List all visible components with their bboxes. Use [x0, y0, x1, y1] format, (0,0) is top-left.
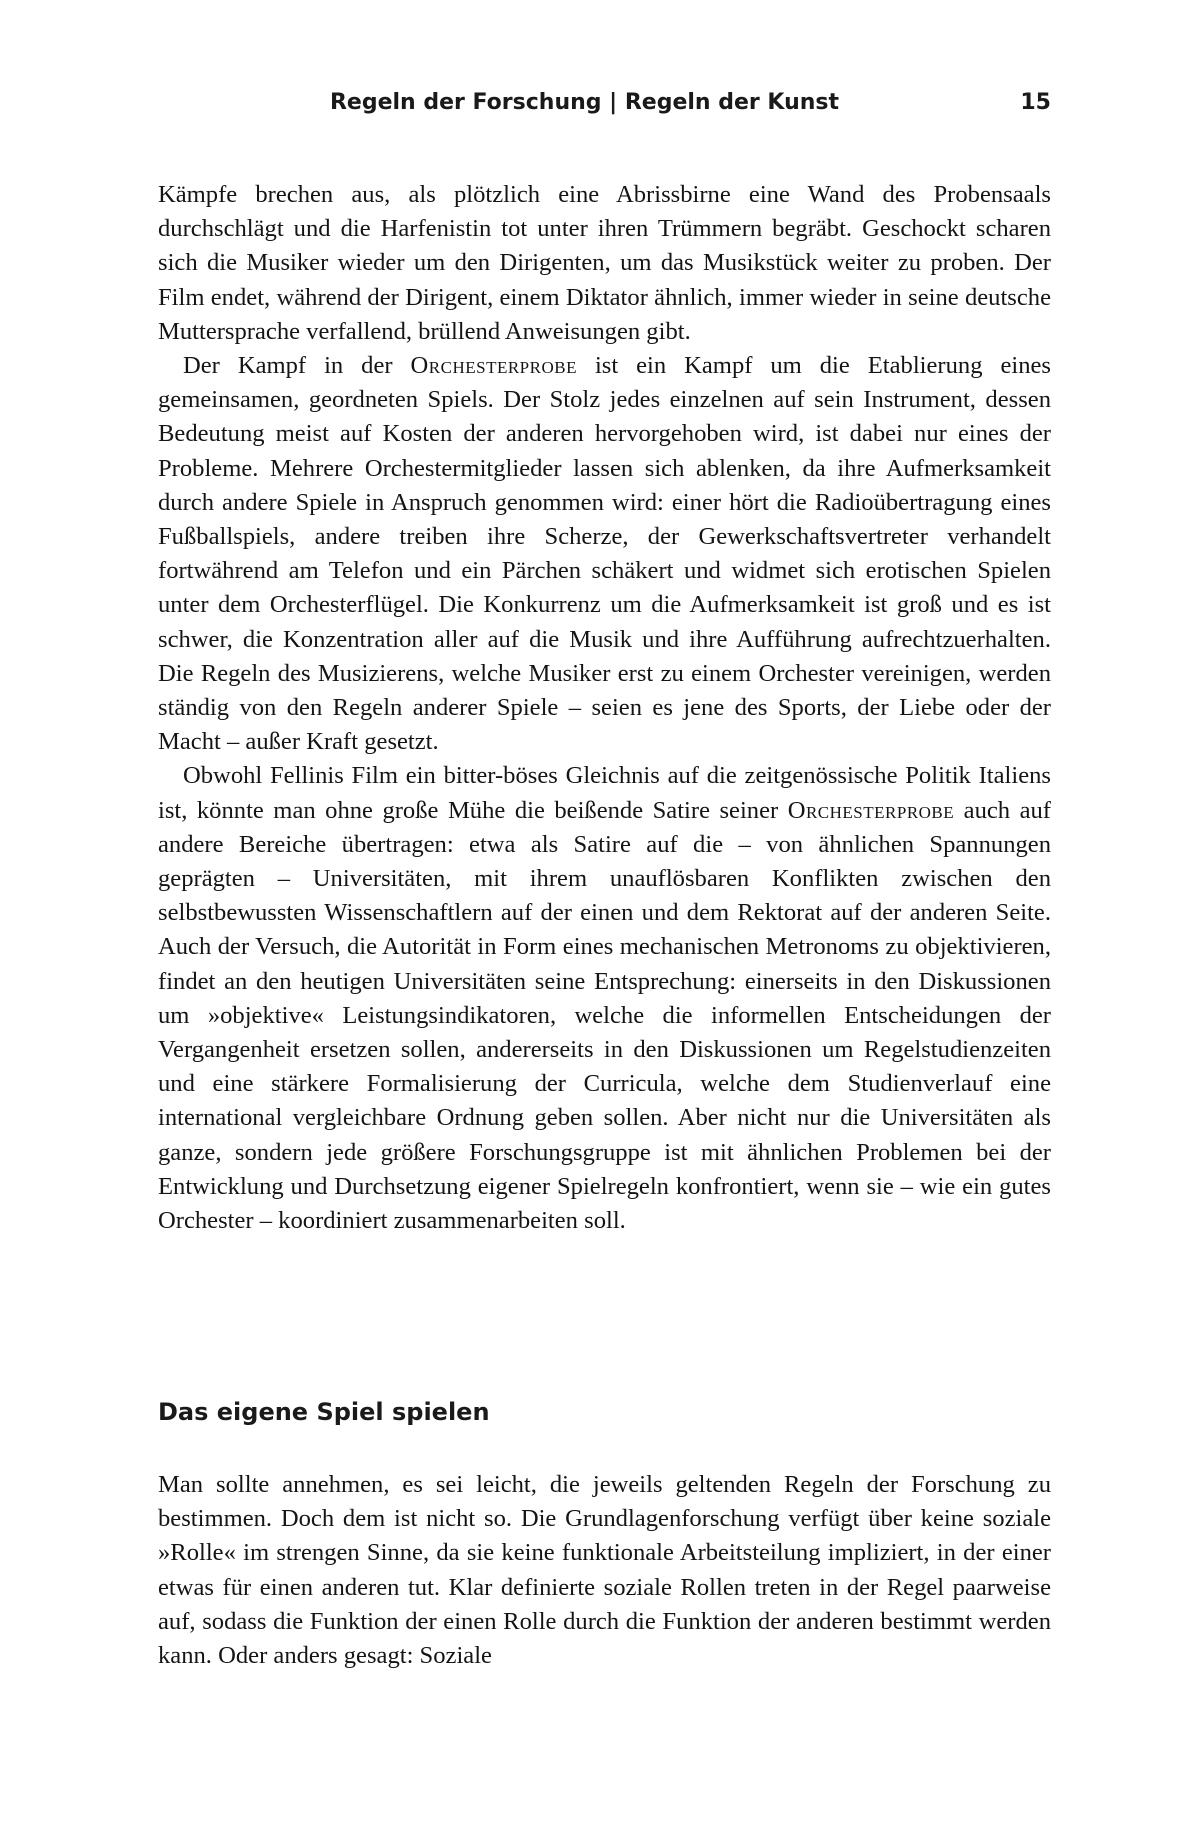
film-title-orchesterprobe: Orchesterprobe — [410, 352, 577, 380]
running-header-title: Regeln der Forschung | Regeln der Kunst — [329, 90, 840, 115]
paragraph-3-part-1: Obwohl Fellinis Film ein bitter-böses Gleichnis auf die zeitgenössische Politik Italiens ist, könnte man ohne große Mühe die beißende Satire seiner — [158, 762, 1051, 824]
paragraph-2-part-1: Der Kampf in der — [183, 352, 411, 380]
section-paragraph: Man sollte annehmen, es sei leicht, die jeweils geltenden Regeln der Forschung zu bestimmen. Doch dem ist nicht so. Die Grundlagenforschung verfügt über keine soziale »Rolle« im strengen Sinne, da sie keine funktionale Arbeitsteilung impliziert, in der einer etwas für einen anderen tut. Klar definierte soziale Rollen treten in der Regel paarweise auf, sodass die Funktion der einen Rolle durch die Funktion der anderen bestimmt werden kann. Oder anders gesagt: Soziale — [158, 1471, 1051, 1670]
body-text — [158, 178, 1051, 1238]
paragraph-2 — [158, 349, 1051, 759]
paragraph-2-part-2: ist ein Kampf um die Etablierung eines gemeinsamen, geordneten Spiels. Der Stolz jedes einzelnen auf sein Instrument, dessen Bedeutung meist auf Kosten der anderen hervorgehoben wird, ist dabei nur eines der Probleme. Mehrere Orchestermitglieder lassen sich ablenken, da ihre Aufmerksamkeit durch andere Spiele in Anspruch genommen wird: einer hört die Radioübertragung eines Fußballspiels, andere treiben ihre Scherze, der Gewerkschaftsvertreter verhandelt fortwährend am Telefon und ein Pärchen schäkert und widmet sich erotischen Spielen unter dem Orchesterflügel. Die Konkurrenz um die Aufmerksamkeit ist groß und es ist schwer, die Konzentration aller auf die Musik und ihre Aufführung aufrechtzuerhalten. Die Regeln des Musizierens, welche Musiker erst zu einem Orchester vereinigen, werden ständig von den Regeln anderer Spiele – seien es jene des Sports, der Liebe oder der Macht – außer Kraft gesetzt. — [158, 352, 1051, 756]
section-body-text — [158, 1468, 1051, 1673]
film-title-orchesterprobe: Orchesterprobe — [787, 796, 955, 824]
paragraph-1: Kämpfe brechen aus, als plötzlich eine Abrissbirne eine Wand des Probensaals durchschlägt und die Harfenistin tot unter ihren Trümmern begräbt. Geschockt scharen sich die Musiker wieder um den Dirigenten, um das Musikstück weiter zu proben. Der Film endet, während der Dirigent, einem Diktator ähnlich, immer wieder in seine deutsche Muttersprache verfallend, brüllend Anweisungen gibt. — [158, 181, 1051, 345]
section-heading: Das eigene Spiel spielen — [158, 1398, 490, 1426]
running-header — [158, 90, 1051, 122]
page-number: 15 — [1020, 90, 1051, 115]
paragraph-3 — [158, 759, 1051, 1238]
paragraph-3-part-2: auch auf andere Bereiche übertragen: etwa als Satire auf die – von ähnlichen Spannungen geprägten – Universitäten, mit ihrem unauflösbaren Konflikten zwischen den selbstbewussten Wissenschaftlern auf der einen und dem Rektorat auf der anderen Seite. Auch der Versuch, die Autorität in Form eines mechanischen Metronoms zu objektivieren, findet an den heutigen Universitäten seine Entsprechung: einerseits in den Diskussionen um »objektive« Leistungsindikatoren, welche die informellen Entscheidungen der Vergangenheit ersetzen sollen, andererseits in den Diskussionen um Regelstudienzeiten und eine stärkere Formalisierung der Curricula, welche dem Studienverlauf eine international vergleichbare Ordnung geben sollen. Aber nicht nur die Universitäten als ganze, sondern jede größere Forschungsgruppe ist mit ähnlichen Problemen bei der Entwicklung und Durchsetzung eigener Spielregeln konfrontiert, wenn sie – wie ein gutes Orchester – koordiniert zusammenarbeiten soll. — [158, 796, 1051, 1235]
